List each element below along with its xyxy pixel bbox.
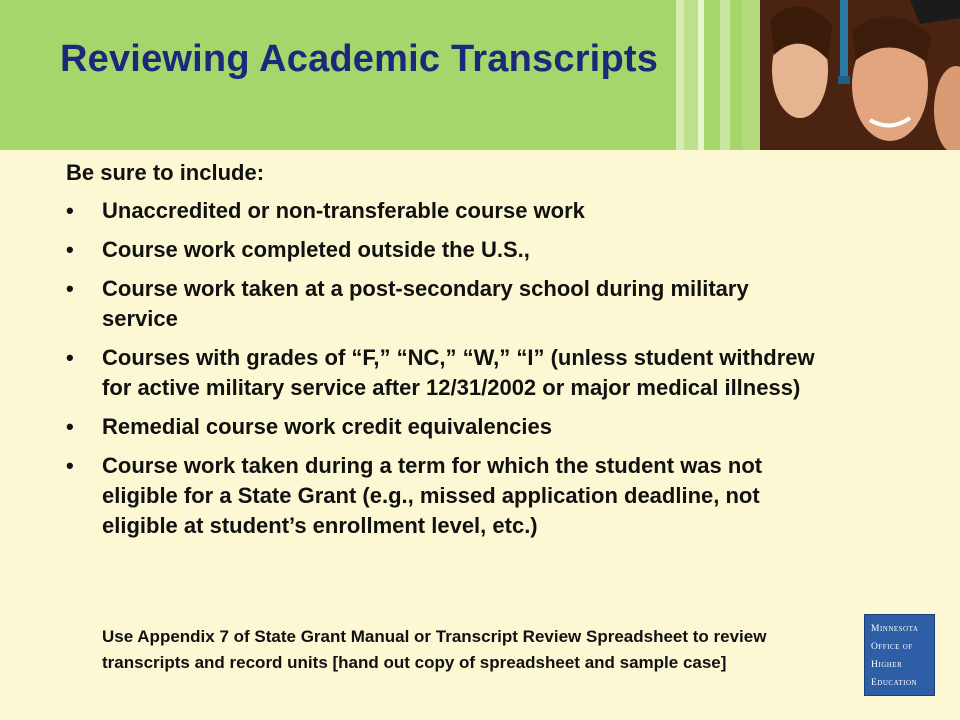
bullet-glyph: • xyxy=(66,276,74,301)
list-item xyxy=(66,343,826,403)
decorative-stripe xyxy=(698,0,704,150)
list-item-text: Course work taken at a post-secondary school during military service xyxy=(102,276,749,331)
slide-title: Reviewing Academic Transcripts xyxy=(60,38,659,80)
list-item xyxy=(66,196,826,226)
list-item xyxy=(66,451,826,541)
bullet-glyph: • xyxy=(66,345,74,370)
logo-line: Education xyxy=(871,678,918,688)
list-item-text: Courses with grades of “F,” “NC,” “W,” “I” (unless student withdrew for active military service after 12/31/2002 or major medical illness) xyxy=(102,345,815,400)
bullet-glyph: • xyxy=(66,198,74,223)
appendix-note: Use Appendix 7 of State Grant Manual or Transcript Review Spreadsheet to review transcripts and record units [hand out copy of spreadsheet and sample case] xyxy=(102,627,767,672)
graduates-illustration xyxy=(760,0,960,150)
logo-line: Minnesota xyxy=(871,624,919,634)
bullet-glyph: • xyxy=(66,237,74,262)
list-item xyxy=(66,412,826,442)
intro-text: Be sure to include: xyxy=(66,160,265,185)
list-item xyxy=(66,274,826,334)
list-item-text: Course work taken during a term for which the student was not eligible for a State Grant (e.g., missed application deadline, not eligible at student’s enrollment level, etc.) xyxy=(102,453,763,538)
decorative-stripe xyxy=(676,0,684,150)
decorative-stripe xyxy=(720,0,730,150)
bullet-glyph: • xyxy=(66,453,74,478)
list-item-text: Unaccredited or non-transferable course work xyxy=(102,198,585,223)
decorative-stripe xyxy=(684,0,698,150)
list-item-text: Remedial course work credit equivalencies xyxy=(102,414,552,439)
mohe-logo xyxy=(864,614,935,696)
list-item xyxy=(66,235,826,265)
bullet-list xyxy=(66,196,826,550)
list-item-text: Course work completed outside the U.S., xyxy=(102,237,530,262)
logo-line: Office of xyxy=(871,642,913,652)
bullet-glyph: • xyxy=(66,414,74,439)
decorative-stripe xyxy=(742,0,760,150)
graduates-photo xyxy=(760,0,960,150)
logo-line: Higher xyxy=(871,660,903,670)
